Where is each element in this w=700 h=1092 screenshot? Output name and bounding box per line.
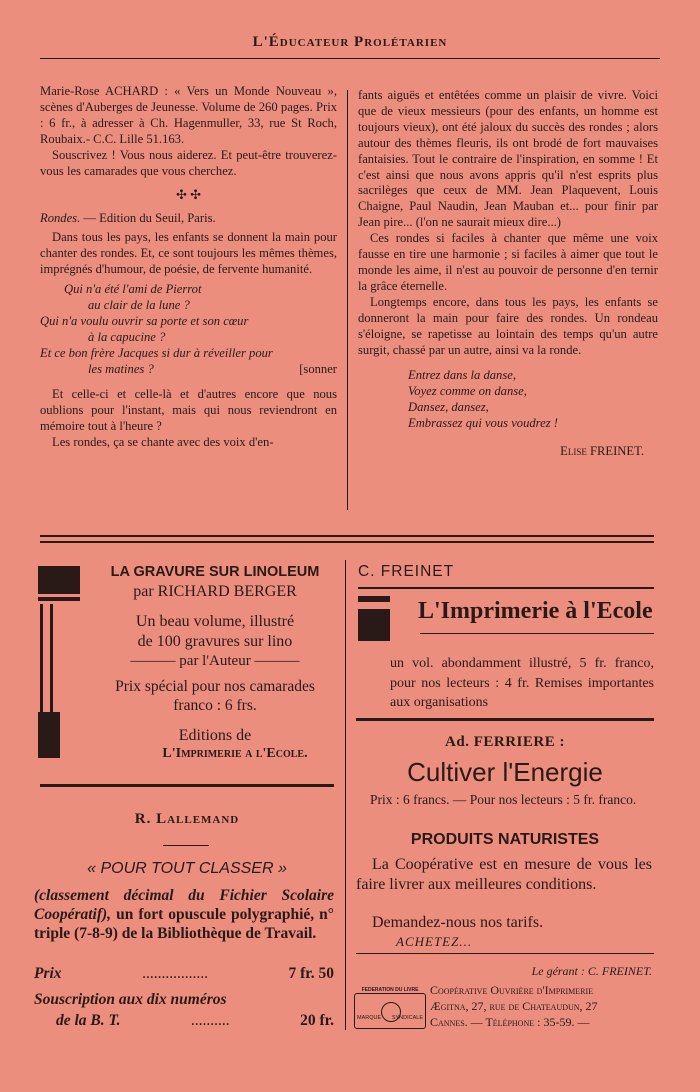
rondes-title: Rondes. (40, 211, 81, 226)
rondes-edition: — Edition du Seuil, Paris. (80, 211, 216, 226)
naturistes-text: La Coopérative est en mesure de vous les faire livrer aux meilleures conditions. (356, 856, 652, 893)
lino-author: par RICHARD BERGER (133, 583, 297, 600)
logo-top-text: FEDERATION DU LIVRE (355, 987, 425, 993)
lino-press-icon-bar (38, 597, 80, 601)
subscribe-text: Souscrivez ! Vous nous aiderez. Et peut-être trouverez-vous les camarades que vous cherchez. (40, 147, 337, 178)
lino-price: franco : 6 frs. (173, 697, 257, 714)
running-header: L'Éducateur Prolétarien (252, 34, 448, 50)
rondes-intro: Dans tous les pays, les enfants se donnent la main pour chanter des rondes. Et, ce sont toujours les mêmes thèmes, imprégnés d'humour, de poésie, de fervente humanité. (40, 230, 337, 277)
rondes-paragraph: Et celle-ci et celle-là et d'autres encore que nous oublions pour l'instant, mais qui nous reviendront en mémoire tout à l'heure ? (40, 387, 337, 434)
classer-price-value: 7 fr. 50 (288, 965, 334, 982)
classer-price-label: Prix (34, 965, 62, 982)
section-separator: ✣ ✣ (175, 187, 202, 203)
book-notice-achard: Marie-Rose ACHARD : « Vers un Monde Nouveau », scènes d'Auberges de Jeunesse. Volume de 260 pages. Prix : 6 fr., à adresser à Ch. Hagenmuller, 33, rue St Roch, Roubaix.- C.C. Lille 51.163. (40, 84, 337, 146)
lower-column-divider (345, 560, 346, 1030)
lino-desc-3: ——— par l'Auteur ——— (130, 653, 300, 669)
lino-publisher-1: Editions de (178, 727, 252, 744)
lino-stem-icon-2 (50, 604, 53, 714)
poem-line: Qui n'a voulu ouvrir sa porte et son cœur (40, 313, 249, 328)
energie-price: Prix : 6 francs. — Pour nos lecteurs : 5 fr. franco. (370, 792, 637, 807)
rondes-review-text-3: Longtemps encore, dans tous les pays, les enfants se donneront la main pour faire des rondes. Un rondeau s'éloigne, se rapetisse au lointain des temps qu'un autre surgit, chassé par un autre, ainsi va la ronde. (358, 294, 658, 357)
classer-desc (34, 886, 334, 943)
poem-line: Qui n'a été l'ami de Pierrot (64, 281, 202, 296)
classer-sous-dots: .......... (190, 1012, 230, 1029)
imprimerie-title-rule (420, 633, 654, 634)
classer-title: « POUR TOUT CLASSER » (87, 860, 287, 877)
right-column (358, 88, 658, 460)
lino-stem-icon (40, 604, 43, 714)
lino-price-label: Prix spécial pour nos camarades (115, 678, 315, 695)
press-icon (358, 596, 390, 602)
printer-line-1: Coopérative Ouvrière d'Imprimerie (430, 983, 594, 997)
classer-price-dots: ................. (142, 965, 208, 982)
poem-line: Entrez dans la danse, (408, 368, 516, 383)
signature: Elise FREINET. (560, 444, 644, 459)
logo-right-text: SYNDICALE (391, 1015, 423, 1021)
classer-desc-italic: (classement décimal du Fichier Scolaire Coopératif), (34, 887, 334, 923)
poem-line: au clair de la lune ? (88, 297, 190, 312)
lino-base-icon (38, 712, 60, 758)
printer-line-2: Ægitna, 27, rue de Chateaudun, 27 (430, 999, 598, 1013)
logo-left-text: MARQUE (357, 1015, 382, 1021)
entrez-poem (358, 368, 658, 432)
energie-author: Ad. FERRIERE : (445, 734, 565, 750)
column-divider (347, 90, 348, 510)
rondes-continued: Les rondes, ça se chante avec des voix d'en- (52, 435, 274, 450)
poem-line: Dansez, dansez, (408, 400, 489, 415)
classer-sous-value: 20 fr. (300, 1012, 334, 1029)
union-label-logo (354, 987, 426, 1029)
imprimerie-title: L'Imprimerie à l'Ecole (418, 598, 653, 624)
poem-line-last (40, 362, 337, 378)
imprimerie-author-rule (358, 587, 654, 589)
lino-desc-2: de 100 gravures sur lino (137, 633, 293, 650)
classer-desc-rest: un fort opuscule polygraphié, n° triple (7-8-9) de la Bibliothèque de Travail. (34, 906, 334, 942)
gerant: Le gérant : C. FREINET. (531, 964, 652, 978)
naturistes-title: PRODUITS NATURISTES (410, 831, 600, 848)
header-rule (40, 58, 660, 59)
classer-sous-line (56, 1012, 334, 1030)
classer-sous-label: Souscription aux dix numéros (34, 991, 227, 1008)
poem-line: Et ce bon frère Jacques si dur à réveiller pour (40, 345, 273, 360)
lino-desc-1: Un beau volume, illustré (135, 613, 295, 630)
lino-title: LA GRAVURE SUR LINOLEUM (110, 564, 320, 580)
classer-sous-label-2: de la B. T. (56, 1012, 121, 1029)
imprimerie-bottom-rule (356, 718, 654, 721)
lino-publisher-2: L'Imprimerie a l'Ecole. (162, 746, 308, 761)
rondes-review-text-2: Ces rondes si faciles à chanter que même une voix fausse en tire une harmonie ; si faciles à aimer que tout le monde les aime, il n'est au pouvoir de personne d'en ternir la grâce éternelle. (358, 231, 658, 293)
poem-line: les matines ? (88, 361, 154, 376)
poem-line: à la capucine ? (88, 329, 166, 344)
classer-author-rule (163, 845, 209, 846)
rondes-poem (40, 282, 337, 377)
naturistes-tarifs: Demandez-nous nos tarifs. (372, 914, 544, 931)
naturistes-bottom-rule (356, 953, 654, 954)
lino-press-icon (38, 566, 80, 594)
printer-line-3: Cannes. — Téléphone : 35-59. — (430, 1015, 590, 1029)
energie-title: Cultiver l'Energie (407, 757, 603, 787)
classer-author: R. Lallemand (134, 811, 240, 827)
press-icon-block (358, 609, 390, 641)
left-column (40, 84, 337, 451)
section-rule-top (40, 535, 654, 537)
section-rule-bottom (40, 541, 654, 543)
classer-price-line (34, 965, 334, 983)
logo-emblem-icon (381, 1002, 401, 1022)
imprimerie-desc: un vol. abondamment illustré, 5 fr. franco, pour nos lecteurs : 4 fr. Remises importantes aux organisations (390, 656, 654, 710)
rondes-title-line (40, 211, 337, 227)
poem-line: Embrassez qui vous voudrez ! (408, 416, 558, 431)
rondes-review-text: fants aiguës et entêtées comme un plaisir de vivre. Voici que de vieux messieurs (pour des enfants, un homme est toujours vieux), ont été jaloux du succès des rondes ; alors autour des thèmes fleuris, ils ont brodé de fort mauvaises fantaisies. Tout le contraire de l'inspiration, en somme ! Et c'est ainsi que nous avons appris qu'il n'est esprits plus sacrilèges que ceux de MM. Jean Plaquevent, Louis Chaigne, Paul Naudin, Jean Mauban et... pour finir par Jean pire... (l'on ne saurait mieux dire...) (358, 88, 658, 230)
imprimerie-author: C. FREINET (358, 563, 455, 580)
naturistes-buy: ACHETEZ... (396, 934, 473, 949)
poem-line: Voyez comme on danse, (408, 384, 527, 399)
poem-line-end: [sonner (299, 361, 337, 376)
lino-bottom-rule (40, 784, 334, 787)
